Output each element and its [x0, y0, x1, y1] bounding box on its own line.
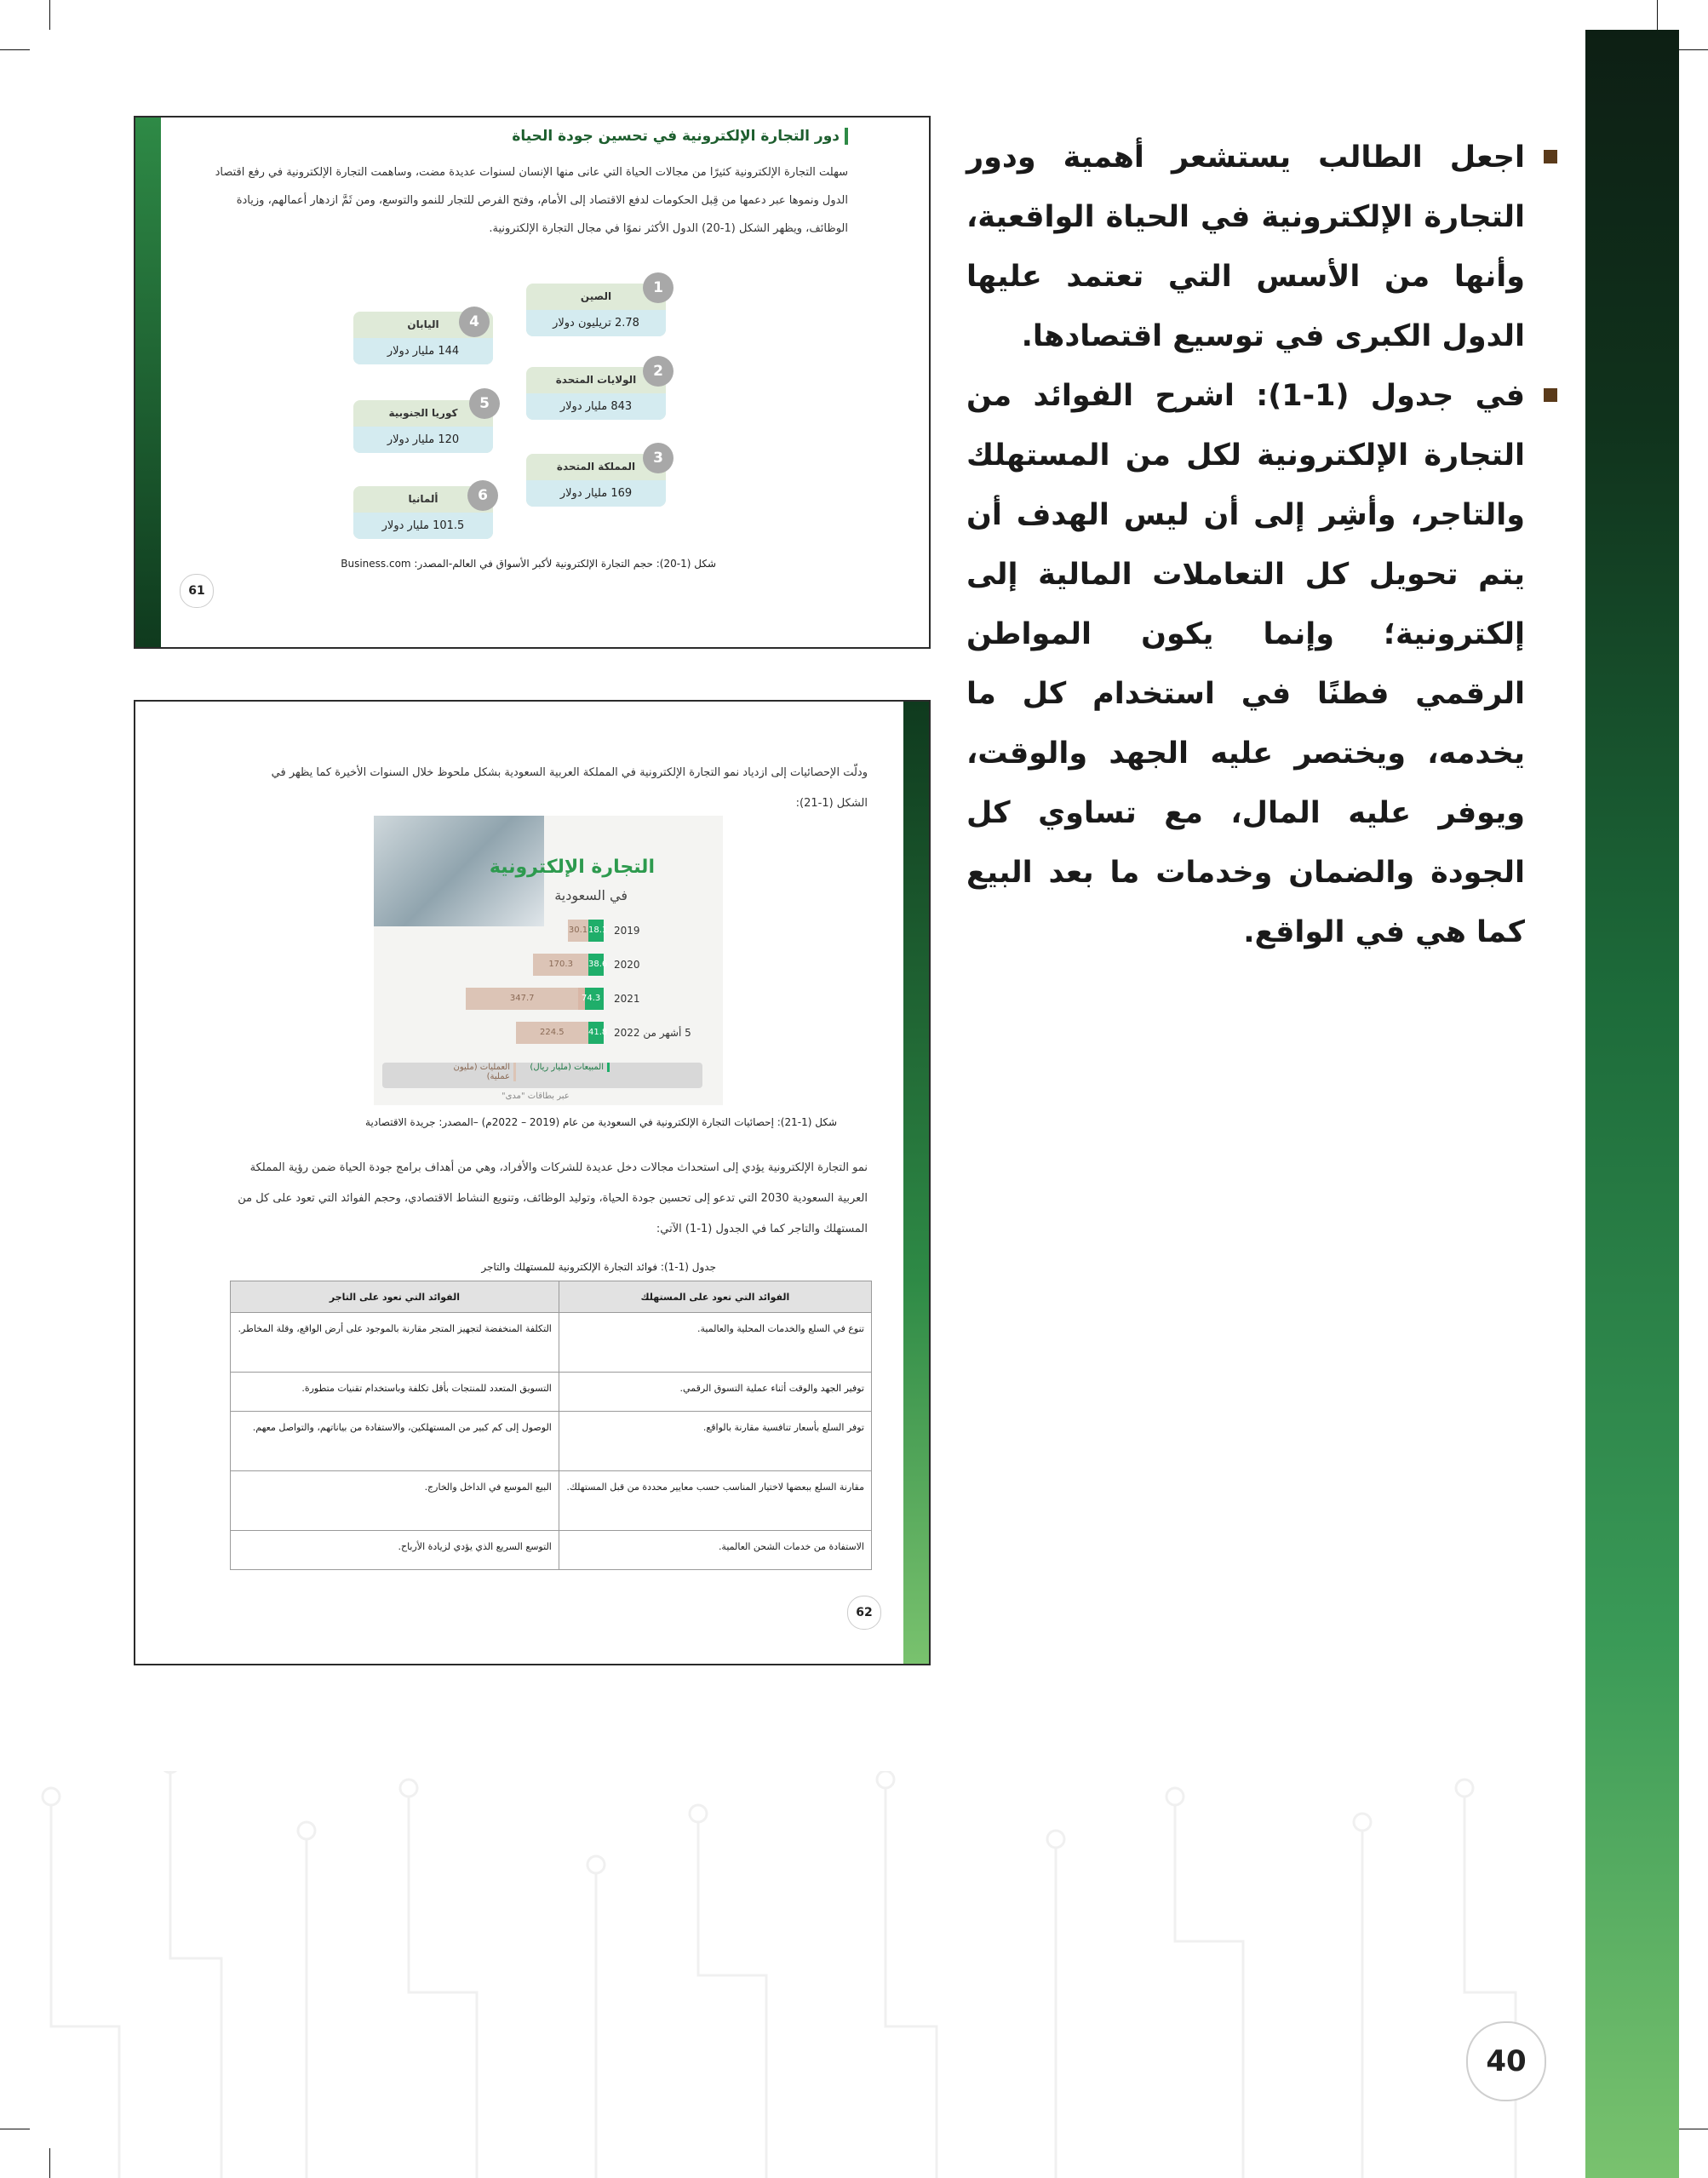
operations-bar: 224.5: [516, 1022, 588, 1044]
legend-sales: المبيعات (مليار ريال): [527, 1063, 610, 1072]
legend-operations: العمليات (مليون عملية): [433, 1063, 516, 1081]
market-country: المملكة المتحدة: [556, 461, 636, 473]
table-header-consumer: الفوائد التي تعود على المستهلك: [559, 1281, 871, 1313]
table-header-merchant: الفوائد التي تعود على التاجر: [231, 1281, 559, 1313]
operations-bar: 170.3: [533, 954, 588, 976]
rank-badge: 5: [469, 388, 500, 419]
infographic-subtitle: في السعودية: [554, 887, 628, 903]
infographic-title: التجارة الإلكترونية: [489, 857, 655, 878]
textbook-page-62: [134, 700, 931, 1665]
figure-caption: شكل (1-20): حجم التجارة الإلكترونية لأكبر الأسواق في العالم-المصدر: Business.com: [341, 558, 716, 570]
benefits-table: [230, 1281, 872, 1570]
circuit-background: [0, 1771, 1584, 2178]
table-cell: توفير الجهد والوقت أثناء عملية التسوق الرقمي.: [559, 1373, 871, 1412]
table-row: [231, 1412, 872, 1471]
market-value: 144 مليار دولار: [353, 338, 493, 364]
textbook-page-61: [134, 116, 931, 649]
table-cell: التكلفة المنخفضة لتجهيز المتجر مقارنة بالموجود على أرض الواقع، وقلة المخاطر.: [231, 1313, 559, 1373]
page-green-strip: [903, 702, 929, 1664]
ecommerce-infographic: [374, 816, 723, 1105]
rank-badge: 4: [459, 307, 490, 337]
table-row: [231, 1531, 872, 1570]
page-number: 61: [180, 574, 214, 608]
section-title: [512, 128, 848, 145]
rank-badge: 1: [643, 272, 673, 303]
table-caption: جدول (1-1): فوائد التجارة الإلكترونية للمستهلك والتاجر: [481, 1261, 716, 1273]
figure-caption: شكل (1-21): إحصائيات التجارة الإلكترونية في السعودية من عام (2019 – 2022م) –المصدر: جريدة الاقتصادية: [365, 1116, 837, 1128]
section-title-text: دور التجارة الإلكترونية في تحسين جودة الحياة: [512, 128, 840, 145]
sales-bar: 74.3: [578, 988, 604, 1010]
sales-bar: 18.1: [588, 920, 604, 942]
table-row: [231, 1313, 872, 1373]
table-cell: الاستفادة من خدمات الشحن العالمية.: [559, 1531, 871, 1570]
year-label: 5 أشهر من 2022: [614, 1027, 691, 1039]
sales-bar: 38.6: [588, 954, 604, 976]
table-row: [231, 1471, 872, 1531]
table-cell: مقارنة السلع ببعضها لاختيار المناسب حسب معايير محددة من قبل المستهلك.: [559, 1471, 871, 1531]
table-header-row: [231, 1281, 872, 1313]
market-country: ألمانيا: [408, 493, 438, 505]
side-gradient-bar: [1585, 30, 1679, 2178]
title-mark-icon: [845, 128, 848, 145]
market-value: 843 مليار دولار: [526, 393, 666, 420]
teacher-notes: [966, 128, 1562, 962]
market-country: الولايات المتحدة: [555, 374, 637, 386]
rank-badge: 2: [643, 356, 673, 387]
sales-bar: 41.8: [588, 1022, 604, 1044]
market-country: اليابان: [407, 318, 439, 330]
market-value: 101.5 مليار دولار: [353, 513, 493, 539]
table-cell: التوسع السريع الذي يؤدي لزيادة الأرباح.: [231, 1531, 559, 1570]
page-number: 62: [847, 1596, 881, 1630]
bullet-square-icon: [1544, 388, 1557, 402]
note-text: اجعل الطالب يستشعر أهمية ودور التجارة الإلكترونية في الحياة الواقعية، وأنها من الأسس التي تعتمد عليها الدول الكبرى في توسيع اقتصادها.: [966, 140, 1525, 353]
year-label: 2020: [614, 959, 640, 971]
page-green-strip: [135, 117, 161, 647]
table-cell: توفر السلع بأسعار تنافسية مقارنة بالواقع.: [559, 1412, 871, 1471]
table-cell: التسويق المتعدد للمنتجات بأقل تكلفة وباستخدام تقنيات متطورة.: [231, 1373, 559, 1412]
crop-mark: [1657, 0, 1658, 30]
crop-mark: [1678, 49, 1708, 50]
operations-bar: 347.7: [466, 988, 578, 1010]
table-cell: البيع الموسع في الداخل والخارج.: [231, 1471, 559, 1531]
market-value: 169 مليار دولار: [526, 480, 666, 507]
crop-mark: [0, 49, 30, 50]
note-bullet: [966, 366, 1562, 962]
market-country: الصين: [580, 290, 612, 302]
year-label: 2021: [614, 993, 640, 1005]
market-value: 2.78 تريليون دولار: [526, 310, 666, 336]
rank-badge: 3: [643, 443, 673, 473]
page-number: 40: [1466, 2021, 1546, 2101]
section-paragraph: سهلت التجارة الإلكترونية كثيرًا من مجالات الحياة التي عانى منها الإنسان لسنوات عديدة مضت، وساهمت التجارة الإلكترونية في رفع اقتصاد الدول ونموها عبر دعمها من قِبل الحكومات لدفع الاقتصاد إلى الأمام، وفتح الفرص للتجار للنمو والتوسع، ومن ثَمَّ ازدهار أعمالهم، وزيادة الوظائف، ويظهر الشكل (1-20) الدول الأكثر نموًا في مجال التجارة الإلكترونية.: [215, 166, 848, 235]
note-bullet: [966, 128, 1562, 366]
table-row: [231, 1373, 872, 1412]
note-text: في جدول (1-1): اشرح الفوائد من التجارة الإلكترونية لكل من المستهلك والتاجر، وأشِر إلى أن ليس الهدف أن يتم تحويل كل التعاملات المالية إلى إلكترونية؛ وإنما يكون المواطن الرقمي فطنًا في استخدام كل ما يخدمه، ويختصر عليه الجهد والوقت، ويوفر عليه المال، مع تساوي كل الجودة والضمان وخدمات ما بعد البيع كما هي في الواقع.: [966, 379, 1526, 949]
legend-note: عبر بطاقات "مدى": [502, 1092, 570, 1101]
market-value: 120 مليار دولار: [353, 427, 493, 453]
year-label: 2019: [614, 925, 640, 937]
bullet-square-icon: [1544, 150, 1557, 163]
market-country: كوريا الجنوبية: [388, 407, 458, 419]
table-cell: تنوع في السلع والخدمات المحلية والعالمية.: [559, 1313, 871, 1373]
rank-badge: 6: [467, 480, 498, 511]
table-cell: الوصول إلى كم كبير من المستهلكين، والاستفادة من بياناتهم، والتواصل معهم.: [231, 1412, 559, 1471]
intro-paragraph: ودلّت الإحصائيات إلى ازدياد نمو التجارة الإلكترونية في المملكة العربية السعودية بشكل ملحوظ خلال السنوات الأخيرة كما يظهر في الشكل (1-21):: [271, 766, 868, 810]
body-paragraph: نمو التجارة الإلكترونية يؤدي إلى استحداث مجالات دخل عديدة للشركات والأفراد، وهي من أهداف برامج جودة الحياة ضمن رؤية المملكة العربية السعودية 2030 التي تدعو إلى تحسين جودة الحياة، وتوليد الوظائف، وتنويع النشاط الاقتصادي، وحجم الفوائد التي تعود على كل من المستهلك والتاجر كما في الجدول (1-1) الآتي:: [238, 1161, 868, 1235]
crop-mark: [49, 0, 50, 30]
operations-bar: 30.1: [568, 920, 588, 942]
